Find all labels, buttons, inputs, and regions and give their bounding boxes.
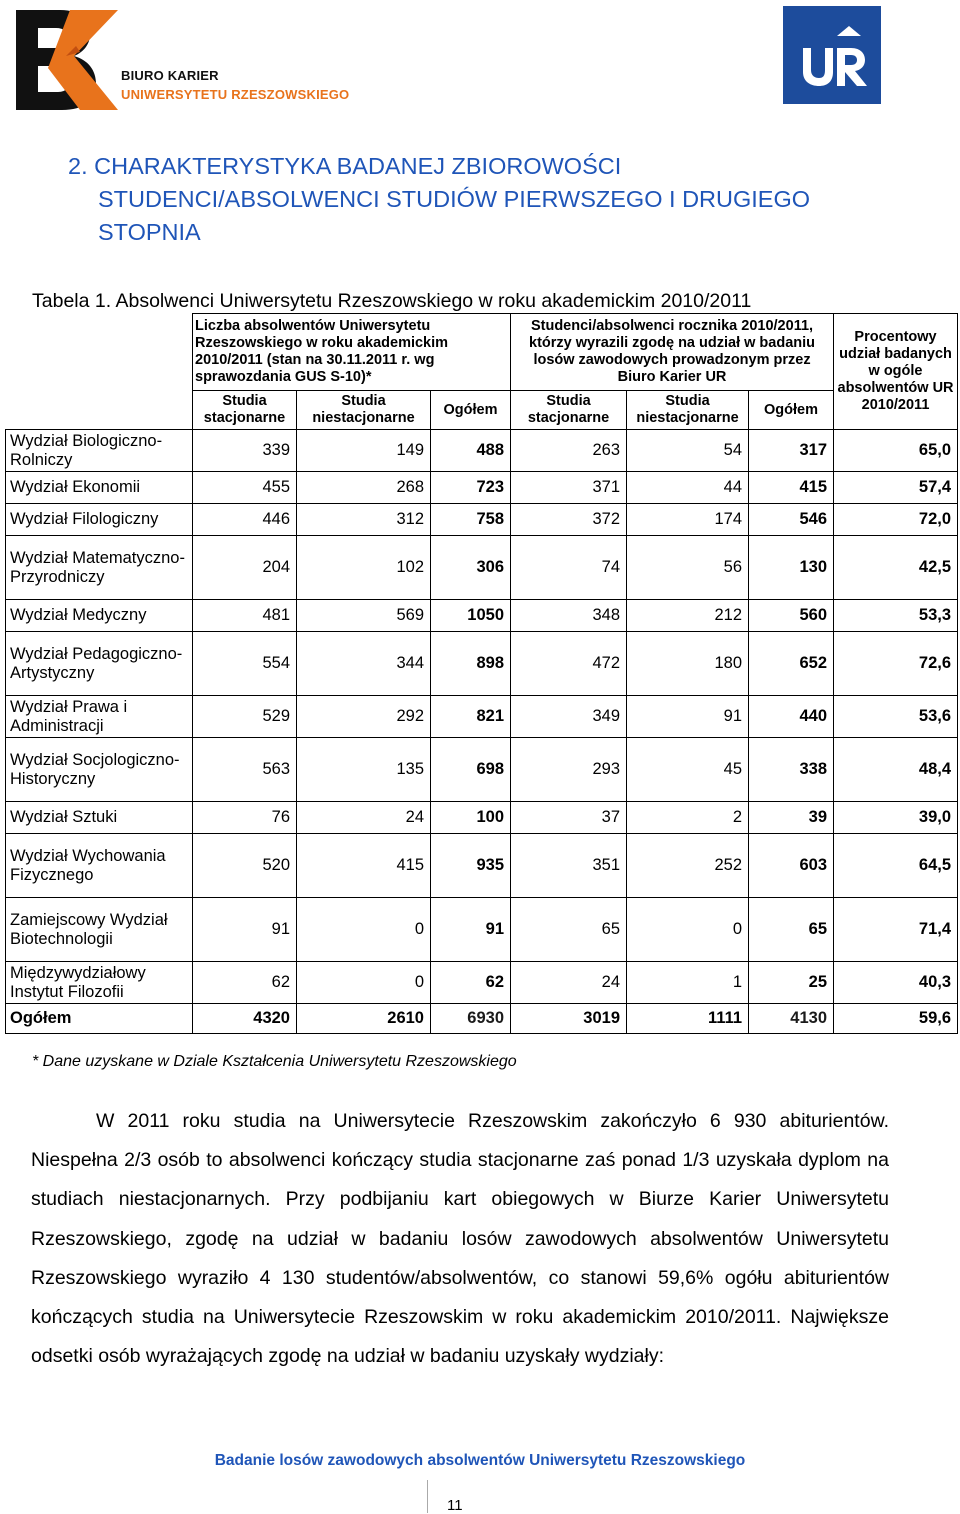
table-row xyxy=(6,600,958,632)
cell-name: Wydział Filologiczny xyxy=(6,504,193,536)
header-a-ogolem: Ogółem xyxy=(431,391,511,430)
cell-b-st: 348 xyxy=(511,600,627,632)
cell-b-nst: 174 xyxy=(627,504,749,536)
cell-b-st: 37 xyxy=(511,802,627,834)
cell-b-nst: 91 xyxy=(627,696,749,738)
header-b-stacjonarne: Studia stacjonarne xyxy=(511,391,627,430)
cell-b-og: 39 xyxy=(749,802,834,834)
cell-a-nst: 312 xyxy=(297,504,431,536)
cell-b-nst: 180 xyxy=(627,632,749,696)
table-row xyxy=(6,472,958,504)
empty-corner xyxy=(6,314,193,430)
cell-a-nst: 135 xyxy=(297,738,431,802)
cell-a-st: 554 xyxy=(193,632,297,696)
cell-a-st: 446 xyxy=(193,504,297,536)
cell-name: Wydział Medyczny xyxy=(6,600,193,632)
total-a-st: 4320 xyxy=(193,1004,297,1034)
page-number: 11 xyxy=(447,1497,463,1514)
total-a-og: 6930 xyxy=(431,1004,511,1034)
section-title xyxy=(68,150,908,249)
cell-a-nst: 0 xyxy=(297,962,431,1004)
cell-a-og: 698 xyxy=(431,738,511,802)
cell-a-st: 204 xyxy=(193,536,297,600)
body-paragraph xyxy=(31,1102,889,1376)
cell-b-nst: 56 xyxy=(627,536,749,600)
cell-b-st: 472 xyxy=(511,632,627,696)
table-body xyxy=(6,430,958,1034)
cell-pct: 72,6 xyxy=(834,632,958,696)
cell-a-nst: 102 xyxy=(297,536,431,600)
cell-name: Wydział Pedagogiczno-Artystyczny xyxy=(6,632,193,696)
total-pct: 59,6 xyxy=(834,1004,958,1034)
cell-b-st: 349 xyxy=(511,696,627,738)
cell-name: Międzywydziałowy Instytut Filozofii xyxy=(6,962,193,1004)
page-divider xyxy=(427,1480,428,1513)
footer-title: Badanie losów zawodowych absolwentów Uniwersytetu Rzeszowskiego xyxy=(214,1452,746,1469)
cell-a-og: 758 xyxy=(431,504,511,536)
cell-a-og: 91 xyxy=(431,898,511,962)
cell-pct: 64,5 xyxy=(834,834,958,898)
body-text: W 2011 roku studia na Uniwersytecie Rzeszowskim zakończyło 6 930 abiturientów. Niespełna 2/3 osób to absolwenci kończący studia stacjonarne zaś ponad 1/3 uzyskała dyplom na studiach niestacjonarnych. Przy podbijaniu kart obiegowych w Biurze Karier Uniwersytetu Rzeszowskiego, zgodę na udział w badaniu losów zawodowych absolwentów Uniwersytetu Rzeszowskiego wyraziło 4 130 studentów/absolwentów, co stanowi 59,6% ogółu abiturientów kończących studia na Uniwersytecie Rzeszowskim w roku akademickim 2010/2011. Największe odsetki osób wyrażających zgodę na udział w badaniu uzyskały wydziały: xyxy=(31,1110,889,1368)
header-a-niestacjonarne: Studia niestacjonarne xyxy=(297,391,431,430)
cell-pct: 53,6 xyxy=(834,696,958,738)
total-name: Ogółem xyxy=(6,1004,193,1034)
cell-b-nst: 2 xyxy=(627,802,749,834)
cell-b-og: 65 xyxy=(749,898,834,962)
cell-a-nst: 569 xyxy=(297,600,431,632)
cell-b-og: 25 xyxy=(749,962,834,1004)
bk-logo-icon xyxy=(8,10,118,110)
cell-a-st: 563 xyxy=(193,738,297,802)
cell-pct: 71,4 xyxy=(834,898,958,962)
logo-text-line2: UNIWERSYTETU RZESZOWSKIEGO xyxy=(121,87,350,102)
cell-b-og: 560 xyxy=(749,600,834,632)
table-row xyxy=(6,504,958,536)
table-row xyxy=(6,696,958,738)
table-caption: Tabela 1. Absolwenci Uniwersytetu Rzeszowskiego w roku akademickim 2010/2011 xyxy=(32,290,752,312)
cell-b-st: 372 xyxy=(511,504,627,536)
cell-a-og: 821 xyxy=(431,696,511,738)
section-title-line2: STUDENCI/ABSOLWENCI STUDIÓW PIERWSZEGO I DRUGIEGO xyxy=(98,186,811,212)
ur-logo-icon xyxy=(783,6,881,104)
group2-header: Studenci/absolwenci rocznika 2010/2011, którzy wyrazili zgodę na udział w badaniu losów zawodowych prowadzonym przez Biuro Karier UR xyxy=(511,314,834,391)
table-row xyxy=(6,834,958,898)
logo-text-line1: BIURO KARIER xyxy=(121,68,219,83)
cell-b-st: 263 xyxy=(511,430,627,472)
cell-b-og: 546 xyxy=(749,504,834,536)
cell-b-nst: 45 xyxy=(627,738,749,802)
cell-name: Wydział Sztuki xyxy=(6,802,193,834)
cell-name: Wydział Socjologiczno-Historyczny xyxy=(6,738,193,802)
header-a-stacjonarne: Studia stacjonarne xyxy=(193,391,297,430)
cell-a-og: 100 xyxy=(431,802,511,834)
total-a-nst: 2610 xyxy=(297,1004,431,1034)
table-row xyxy=(6,430,958,472)
table-footnote: * Dane uzyskane w Dziale Kształcenia Uniwersytetu Rzeszowskiego xyxy=(32,1053,517,1070)
table-row xyxy=(6,962,958,1004)
cell-name: Wydział Ekonomii xyxy=(6,472,193,504)
cell-b-st: 371 xyxy=(511,472,627,504)
cell-pct: 53,3 xyxy=(834,600,958,632)
cell-name: Wydział Wychowania Fizycznego xyxy=(6,834,193,898)
table-row xyxy=(6,738,958,802)
cell-a-st: 481 xyxy=(193,600,297,632)
cell-a-nst: 344 xyxy=(297,632,431,696)
cell-a-og: 935 xyxy=(431,834,511,898)
cell-pct: 57,4 xyxy=(834,472,958,504)
cell-a-st: 62 xyxy=(193,962,297,1004)
table-row xyxy=(6,898,958,962)
total-b-nst: 1111 xyxy=(627,1004,749,1034)
cell-a-og: 488 xyxy=(431,430,511,472)
section-title-line1: 2. CHARAKTERYSTYKA BADANEJ ZBIOROWOŚCI xyxy=(68,153,622,179)
cell-a-nst: 24 xyxy=(297,802,431,834)
table-row xyxy=(6,536,958,600)
cell-pct: 42,5 xyxy=(834,536,958,600)
cell-name: Wydział Matematyczno-Przyrodniczy xyxy=(6,536,193,600)
cell-b-nst: 0 xyxy=(627,898,749,962)
biuro-karier-logo xyxy=(8,10,368,110)
cell-a-nst: 268 xyxy=(297,472,431,504)
cell-b-nst: 54 xyxy=(627,430,749,472)
cell-b-nst: 252 xyxy=(627,834,749,898)
cell-pct: 40,3 xyxy=(834,962,958,1004)
cell-a-st: 91 xyxy=(193,898,297,962)
cell-a-st: 76 xyxy=(193,802,297,834)
cell-pct: 48,4 xyxy=(834,738,958,802)
cell-a-og: 898 xyxy=(431,632,511,696)
group1-header: Liczba absolwentów Uniwersytetu Rzeszowskiego w roku akademickim 2010/2011 (stan na 30.11.2011 r. wg sprawozdania GUS S-10)* xyxy=(193,314,511,391)
cell-pct: 72,0 xyxy=(834,504,958,536)
pct-header: Procentowy udział badanych w ogóle absolwentów UR 2010/2011 xyxy=(834,314,958,430)
cell-b-og: 652 xyxy=(749,632,834,696)
cell-a-st: 455 xyxy=(193,472,297,504)
cell-b-nst: 212 xyxy=(627,600,749,632)
table-row xyxy=(6,802,958,834)
cell-b-og: 130 xyxy=(749,536,834,600)
total-b-og: 4130 xyxy=(749,1004,834,1034)
cell-name: Wydział Biologiczno-Rolniczy xyxy=(6,430,193,472)
cell-b-og: 603 xyxy=(749,834,834,898)
cell-a-st: 339 xyxy=(193,430,297,472)
cell-b-og: 440 xyxy=(749,696,834,738)
cell-name: Zamiejscowy Wydział Biotechnologii xyxy=(6,898,193,962)
cell-b-og: 317 xyxy=(749,430,834,472)
cell-a-nst: 292 xyxy=(297,696,431,738)
cell-a-og: 1050 xyxy=(431,600,511,632)
cell-a-og: 723 xyxy=(431,472,511,504)
header-b-ogolem: Ogółem xyxy=(749,391,834,430)
cell-b-st: 293 xyxy=(511,738,627,802)
cell-b-og: 415 xyxy=(749,472,834,504)
cell-a-st: 520 xyxy=(193,834,297,898)
cell-a-og: 62 xyxy=(431,962,511,1004)
cell-a-nst: 0 xyxy=(297,898,431,962)
cell-pct: 65,0 xyxy=(834,430,958,472)
total-b-st: 3019 xyxy=(511,1004,627,1034)
cell-b-og: 338 xyxy=(749,738,834,802)
header-b-niestacjonarne: Studia niestacjonarne xyxy=(627,391,749,430)
total-row xyxy=(6,1004,958,1034)
graduates-table xyxy=(5,313,958,1034)
cell-b-st: 65 xyxy=(511,898,627,962)
cell-b-st: 74 xyxy=(511,536,627,600)
table-row xyxy=(6,632,958,696)
cell-b-st: 351 xyxy=(511,834,627,898)
cell-b-st: 24 xyxy=(511,962,627,1004)
cell-b-nst: 44 xyxy=(627,472,749,504)
cell-a-st: 529 xyxy=(193,696,297,738)
cell-pct: 39,0 xyxy=(834,802,958,834)
cell-name: Wydział Prawa i Administracji xyxy=(6,696,193,738)
cell-a-nst: 149 xyxy=(297,430,431,472)
section-title-line3: STOPNIA xyxy=(98,219,201,245)
cell-b-nst: 1 xyxy=(627,962,749,1004)
cell-a-og: 306 xyxy=(431,536,511,600)
cell-a-nst: 415 xyxy=(297,834,431,898)
